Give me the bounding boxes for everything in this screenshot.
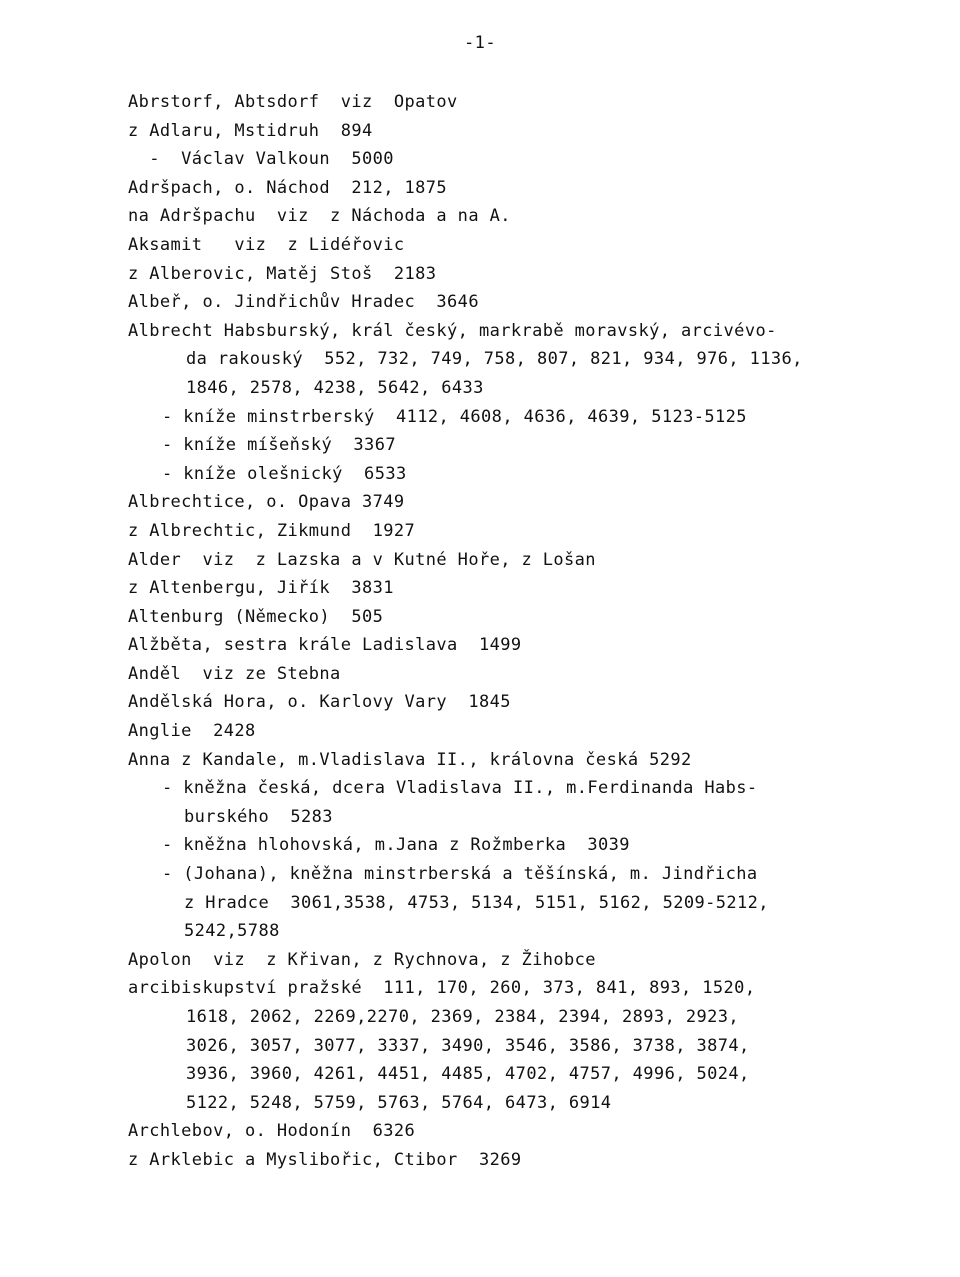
index-entry: z Arklebic a Myslibořic, Ctibor 3269 bbox=[128, 1149, 522, 1170]
index-entry: Adršpach, o. Náchod 212, 1875 bbox=[128, 177, 448, 198]
index-entry-continuation: 3936, 3960, 4261, 4451, 4485, 4702, 4757, 4996, 5024, bbox=[186, 1064, 750, 1085]
index-entry: Aksamit viz z Lidéřovic bbox=[128, 234, 405, 255]
index-entry: Alžběta, sestra krále Ladislava 1499 bbox=[128, 635, 522, 656]
index-entry: Archlebov, o. Hodonín 6326 bbox=[128, 1121, 416, 1142]
index-entry: Andělská Hora, o. Karlovy Vary 1845 bbox=[128, 692, 511, 713]
index-entry: Anděl viz ze Stebna bbox=[128, 663, 341, 684]
index-entry-continuation: 3026, 3057, 3077, 3337, 3490, 3546, 3586, 3738, 3874, bbox=[186, 1035, 750, 1056]
index-entry: z Adlaru, Mstidruh 894 bbox=[128, 120, 373, 141]
index-entry: Altenburg (Německo) 505 bbox=[128, 606, 384, 627]
index-entry: - Václav Valkoun 5000 bbox=[128, 149, 394, 170]
index-entry: Anglie 2428 bbox=[128, 721, 256, 742]
index-entry-continuation: z Hradce 3061,3538, 4753, 5134, 5151, 5162, 5209-5212, bbox=[184, 892, 769, 913]
index-entry-continuation: - kníže olešnický 6533 bbox=[162, 463, 407, 484]
index-entry-continuation: - (Johana), kněžna minstrberská a těšínská, m. Jindřicha bbox=[162, 864, 758, 885]
index-entry: z Alberovic, Matěj Stoš 2183 bbox=[128, 263, 437, 284]
index-entry: Abrstorf, Abtsdorf viz Opatov bbox=[128, 92, 458, 112]
index-entry: Apolon viz z Křivan, z Rychnova, z Žihobce bbox=[128, 949, 596, 970]
index-entry: arcibiskupství pražské 111, 170, 260, 373, 841, 893, 1520, bbox=[128, 978, 756, 999]
index-entry-continuation: - kníže míšeňský 3367 bbox=[162, 435, 396, 456]
index-entry-continuation: 1846, 2578, 4238, 5642, 6433 bbox=[186, 377, 484, 398]
index-entry-continuation: 5242,5788 bbox=[184, 921, 280, 942]
index-entries bbox=[128, 88, 928, 1175]
index-entry-continuation: 5122, 5248, 5759, 5763, 5764, 6473, 6914 bbox=[186, 1092, 612, 1113]
index-entry-continuation: burského 5283 bbox=[184, 806, 333, 827]
index-entry: Anna z Kandale, m.Vladislava II., královna česká 5292 bbox=[128, 749, 692, 770]
index-entry-continuation: 1618, 2062, 2269,2270, 2369, 2384, 2394, 2893, 2923, bbox=[186, 1007, 740, 1027]
index-entry: Albrecht Habsburský, král český, markrabě moravský, arcivévo- bbox=[128, 320, 777, 341]
index-entry-continuation: - kněžna hlohovská, m.Jana z Rožmberka 3039 bbox=[162, 835, 630, 856]
index-entry: Albeř, o. Jindřichův Hradec 3646 bbox=[128, 292, 479, 313]
index-entry: z Altenbergu, Jiřík 3831 bbox=[128, 578, 394, 599]
index-entry-continuation: da rakouský 552, 732, 749, 758, 807, 821, 934, 976, 1136, bbox=[186, 349, 803, 370]
index-entry-continuation: - kněžna česká, dcera Vladislava II., m.Ferdinanda Habs- bbox=[162, 778, 758, 799]
page-number: -1- bbox=[464, 33, 496, 53]
index-entry: Alder viz z Lazska a v Kutné Hoře, z Lošan bbox=[128, 549, 596, 570]
index-entry-continuation: - kníže minstrberský 4112, 4608, 4636, 4639, 5123-5125 bbox=[162, 406, 747, 427]
index-entry: na Adršpachu viz z Náchoda a na A. bbox=[128, 206, 511, 227]
index-entry: Albrechtice, o. Opava 3749 bbox=[128, 492, 405, 513]
index-entry: z Albrechtic, Zikmund 1927 bbox=[128, 520, 416, 541]
